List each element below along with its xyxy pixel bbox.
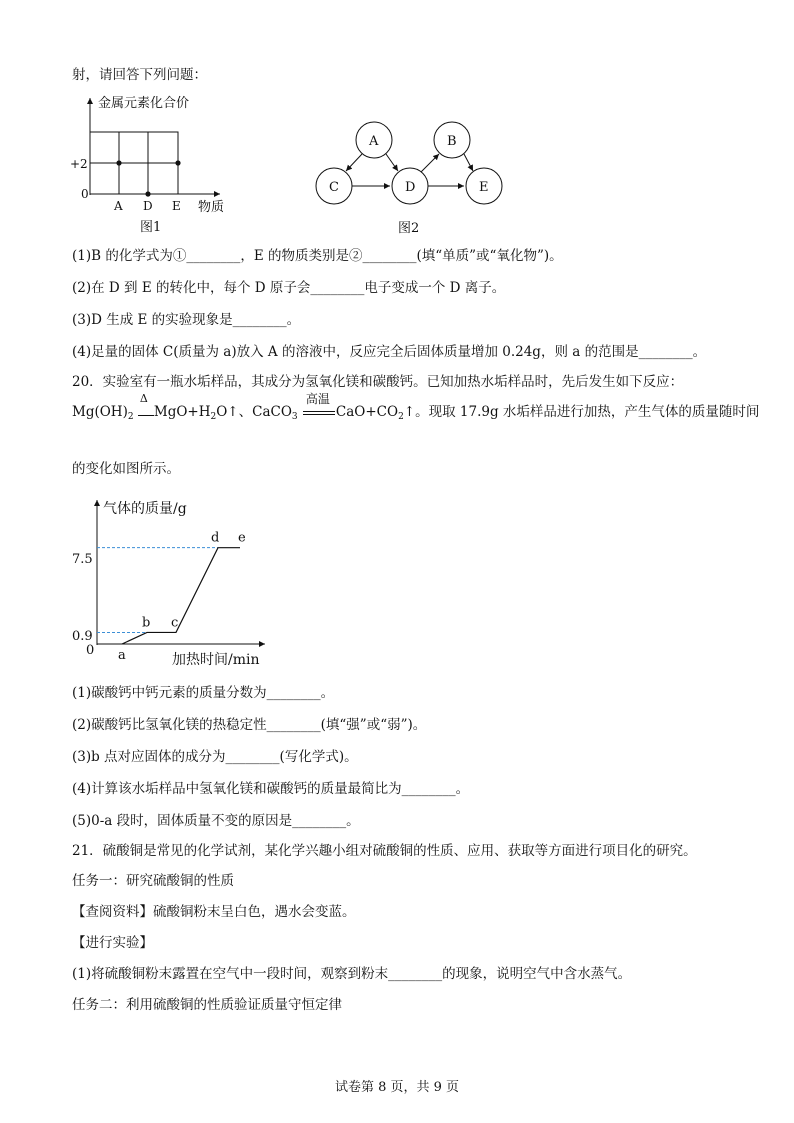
fig2-label-A: A	[369, 134, 379, 149]
figure-1	[70, 90, 240, 240]
eq1-cond-text: Δ	[139, 392, 148, 405]
chart-plot-layer	[97, 531, 246, 663]
eq1-left-sub: 2	[127, 412, 134, 422]
fig2-label-C: C	[329, 180, 339, 195]
eq1-right-a: MgO+H	[153, 404, 211, 420]
eq2-right-b: ↑。现取 17.9g 水垢样品进行加热，产生气体的质量随时间	[403, 404, 760, 420]
eq2-condition	[302, 392, 336, 420]
point-label-c: c	[171, 615, 179, 631]
chart-ylabel: 气体的质量/g	[103, 501, 187, 517]
fig2-arrow-D-B	[421, 154, 439, 172]
eq1-right-sub: 2	[210, 412, 217, 422]
intro-line: 射，请回答下列问题：	[72, 67, 207, 83]
chart-ytick-0-9: 0.9	[72, 629, 93, 644]
q20-equations	[72, 392, 760, 422]
page-footer: 试卷第 8 页，共 9 页	[334, 1080, 460, 1095]
chart-ytick-7-5: 7.5	[72, 552, 93, 567]
fig1-ytick-plus2: +2	[70, 157, 88, 171]
fig2-arrow-A-C	[346, 154, 362, 171]
chart-ytick-0: 0	[86, 643, 95, 658]
fig2-caption: 图2	[398, 221, 420, 236]
point-label-a: a	[118, 648, 126, 663]
eq2-cond-text: 高温	[305, 392, 330, 406]
q21-consult: 【查阅资料】硫酸铜粉末呈白色，遇水会变蓝。	[72, 904, 356, 920]
q20-part2: (2)碳酸钙比氢氧化镁的热稳定性________(填“强”或“弱”)。	[72, 717, 427, 733]
fig1-point-A	[116, 160, 121, 165]
fig1-point-E	[175, 160, 180, 165]
fig2-label-E: E	[479, 180, 489, 195]
fig1-ylabel: 金属元素化合价	[98, 96, 190, 111]
eq1-left: Mg(OH)	[72, 404, 128, 420]
q21-task2: 任务二：利用硫酸铜的性质验证质量守恒定律	[72, 997, 342, 1013]
fig1-xtick-E: E	[172, 199, 181, 213]
fig1-point-D	[145, 191, 150, 196]
fig1-xtick-D: D	[143, 199, 153, 213]
q21-stem: 21．硫酸铜是常见的化学试剂，某化学兴趣小组对硫酸铜的性质、应用、获取等方面进行项目化的研究。	[72, 843, 697, 859]
fig1-caption: 图1	[140, 220, 162, 235]
fig1-xlabel: 物质	[198, 200, 225, 215]
fig2-arrow-A-D	[386, 154, 398, 171]
fig2-label-B: B	[447, 134, 457, 149]
q20-tail: 的变化如图所示。	[72, 461, 180, 477]
eq2-right-sub: 2	[398, 412, 404, 422]
q19-part1: (1)B 的化学式为①________，E 的物质类别是②________(填“单质”或“氧化物”)。	[72, 248, 563, 264]
point-label-e: e	[238, 530, 246, 546]
fig2-label-D: D	[405, 180, 416, 195]
fig1-ytick-0: 0	[81, 187, 89, 201]
q20-part1: (1)碳酸钙中钙元素的质量分数为________。	[72, 685, 335, 701]
eq1-right-b: O↑、CaCO	[216, 404, 292, 420]
q20-part4: (4)计算该水垢样品中氢氧化镁和碳酸钙的质量最简比为________。	[72, 781, 470, 797]
q20-part3: (3)b 点对应固体的成分为________(写化学式)。	[72, 749, 358, 765]
eq2-right-a: CaO+CO	[335, 404, 399, 420]
gas-mass-chart	[70, 492, 280, 670]
q21-part1: (1)将硫酸铜粉末露置在空气中一段时间，观察到粉末________的现象，说明空气中含水蒸气。	[72, 966, 632, 982]
eq1-condition	[138, 392, 154, 420]
q19-part2: (2)在 D 到 E 的转化中，每个 D 原子会________电子变成一个 D 离子。	[72, 280, 506, 296]
q21-task1: 任务一：研究硫酸铜的性质	[72, 873, 234, 889]
q20-stem: 20．实验室有一瓶水垢样品，其成分为氢氧化镁和碳酸钙。已知加热水垢样品时，先后发生如下反应：	[72, 374, 684, 390]
gas-mass-series-line	[122, 548, 240, 644]
fig2-arrow-B-E	[464, 154, 473, 171]
eq1-right-sub2: 3	[291, 412, 298, 422]
figure-2	[310, 118, 510, 240]
q19-part4: (4)足量的固体 C(质量为 a)放入 A 的溶液中，反应完全后固体质量增加 0.24g，则 a 的范围是________。	[72, 344, 707, 360]
q21-experiment: 【进行实验】	[72, 935, 153, 951]
q19-part3: (3)D 生成 E 的实验现象是________。	[72, 312, 301, 328]
fig1-xtick-A: A	[114, 199, 123, 213]
q20-part5: (5)0-a 段时，固体质量不变的原因是________。	[72, 813, 360, 829]
point-label-d: d	[211, 530, 220, 546]
point-label-b: b	[142, 615, 151, 631]
chart-xlabel: 加热时间/min	[172, 652, 260, 668]
